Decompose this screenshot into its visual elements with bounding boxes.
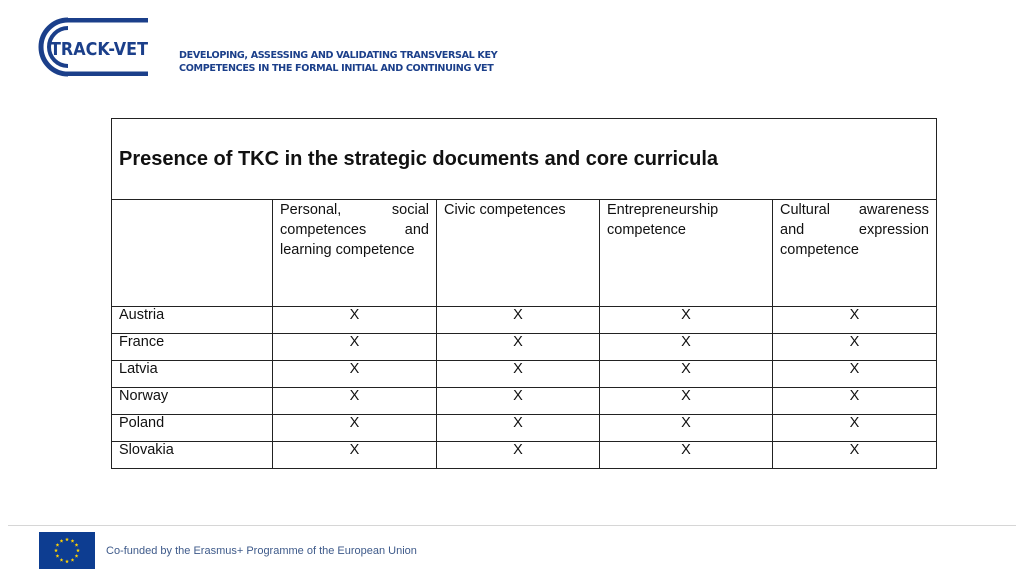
mark-cell: X (437, 415, 600, 442)
mark-cell: X (273, 361, 437, 388)
tkc-presence-table (111, 118, 937, 469)
track-vet-logo-mark (28, 16, 153, 78)
logo-tagline (179, 49, 498, 75)
country-cell: France (112, 334, 273, 361)
header-country-cell (112, 200, 273, 307)
country-cell: Latvia (112, 361, 273, 388)
country-cell: Norway (112, 388, 273, 415)
table-row (112, 307, 937, 334)
mark-cell: X (437, 388, 600, 415)
mark-cell: X (437, 361, 600, 388)
mark-cell: X (273, 388, 437, 415)
tagline-line-2: COMPETENCES IN THE FORMAL INITIAL AND CONTINUING VET (179, 63, 494, 74)
mark-cell: X (773, 334, 937, 361)
mark-cell: X (600, 334, 773, 361)
mark-cell: X (273, 442, 437, 469)
mark-cell: X (773, 415, 937, 442)
table-row (112, 388, 937, 415)
header-entrepreneurship: Entrepreneurship competence (600, 200, 773, 307)
table-row (112, 334, 937, 361)
mark-cell: X (600, 415, 773, 442)
mark-cell: X (600, 442, 773, 469)
table-title-row (112, 119, 937, 200)
mark-cell: X (437, 442, 600, 469)
table-row (112, 442, 937, 469)
mark-cell: X (600, 388, 773, 415)
header-cultural: Cultural awareness and expression competence (773, 200, 937, 307)
country-cell: Poland (112, 415, 273, 442)
mark-cell: X (273, 415, 437, 442)
country-cell: Austria (112, 307, 273, 334)
mark-cell: X (773, 307, 937, 334)
table-row (112, 361, 937, 388)
mark-cell: X (773, 361, 937, 388)
table-title-cell (112, 119, 937, 200)
tagline-line-1: DEVELOPING, ASSESSING AND VALIDATING TRANSVERSAL KEY (179, 50, 498, 61)
header-civic: Civic competences (437, 200, 600, 307)
mark-cell: X (273, 334, 437, 361)
mark-cell: X (600, 361, 773, 388)
country-cell: Slovakia (112, 442, 273, 469)
mark-cell: X (437, 307, 600, 334)
footer-divider (8, 525, 1016, 526)
logo-wordmark: TRACK-VET (50, 40, 149, 60)
mark-cell: X (600, 307, 773, 334)
eu-flag-icon (39, 532, 95, 569)
mark-cell: X (437, 334, 600, 361)
table-row (112, 415, 937, 442)
footer-funding-text: Co-funded by the Erasmus+ Programme of the European Union (106, 545, 417, 557)
table-header-row (112, 200, 937, 307)
track-vet-logo (28, 16, 498, 78)
mark-cell: X (773, 388, 937, 415)
header-personal-social: Personal, social competences and learning competence (273, 200, 437, 307)
table-title: Presence of TKC in the strategic documents and core curricula (119, 147, 719, 170)
mark-cell: X (273, 307, 437, 334)
mark-cell: X (773, 442, 937, 469)
